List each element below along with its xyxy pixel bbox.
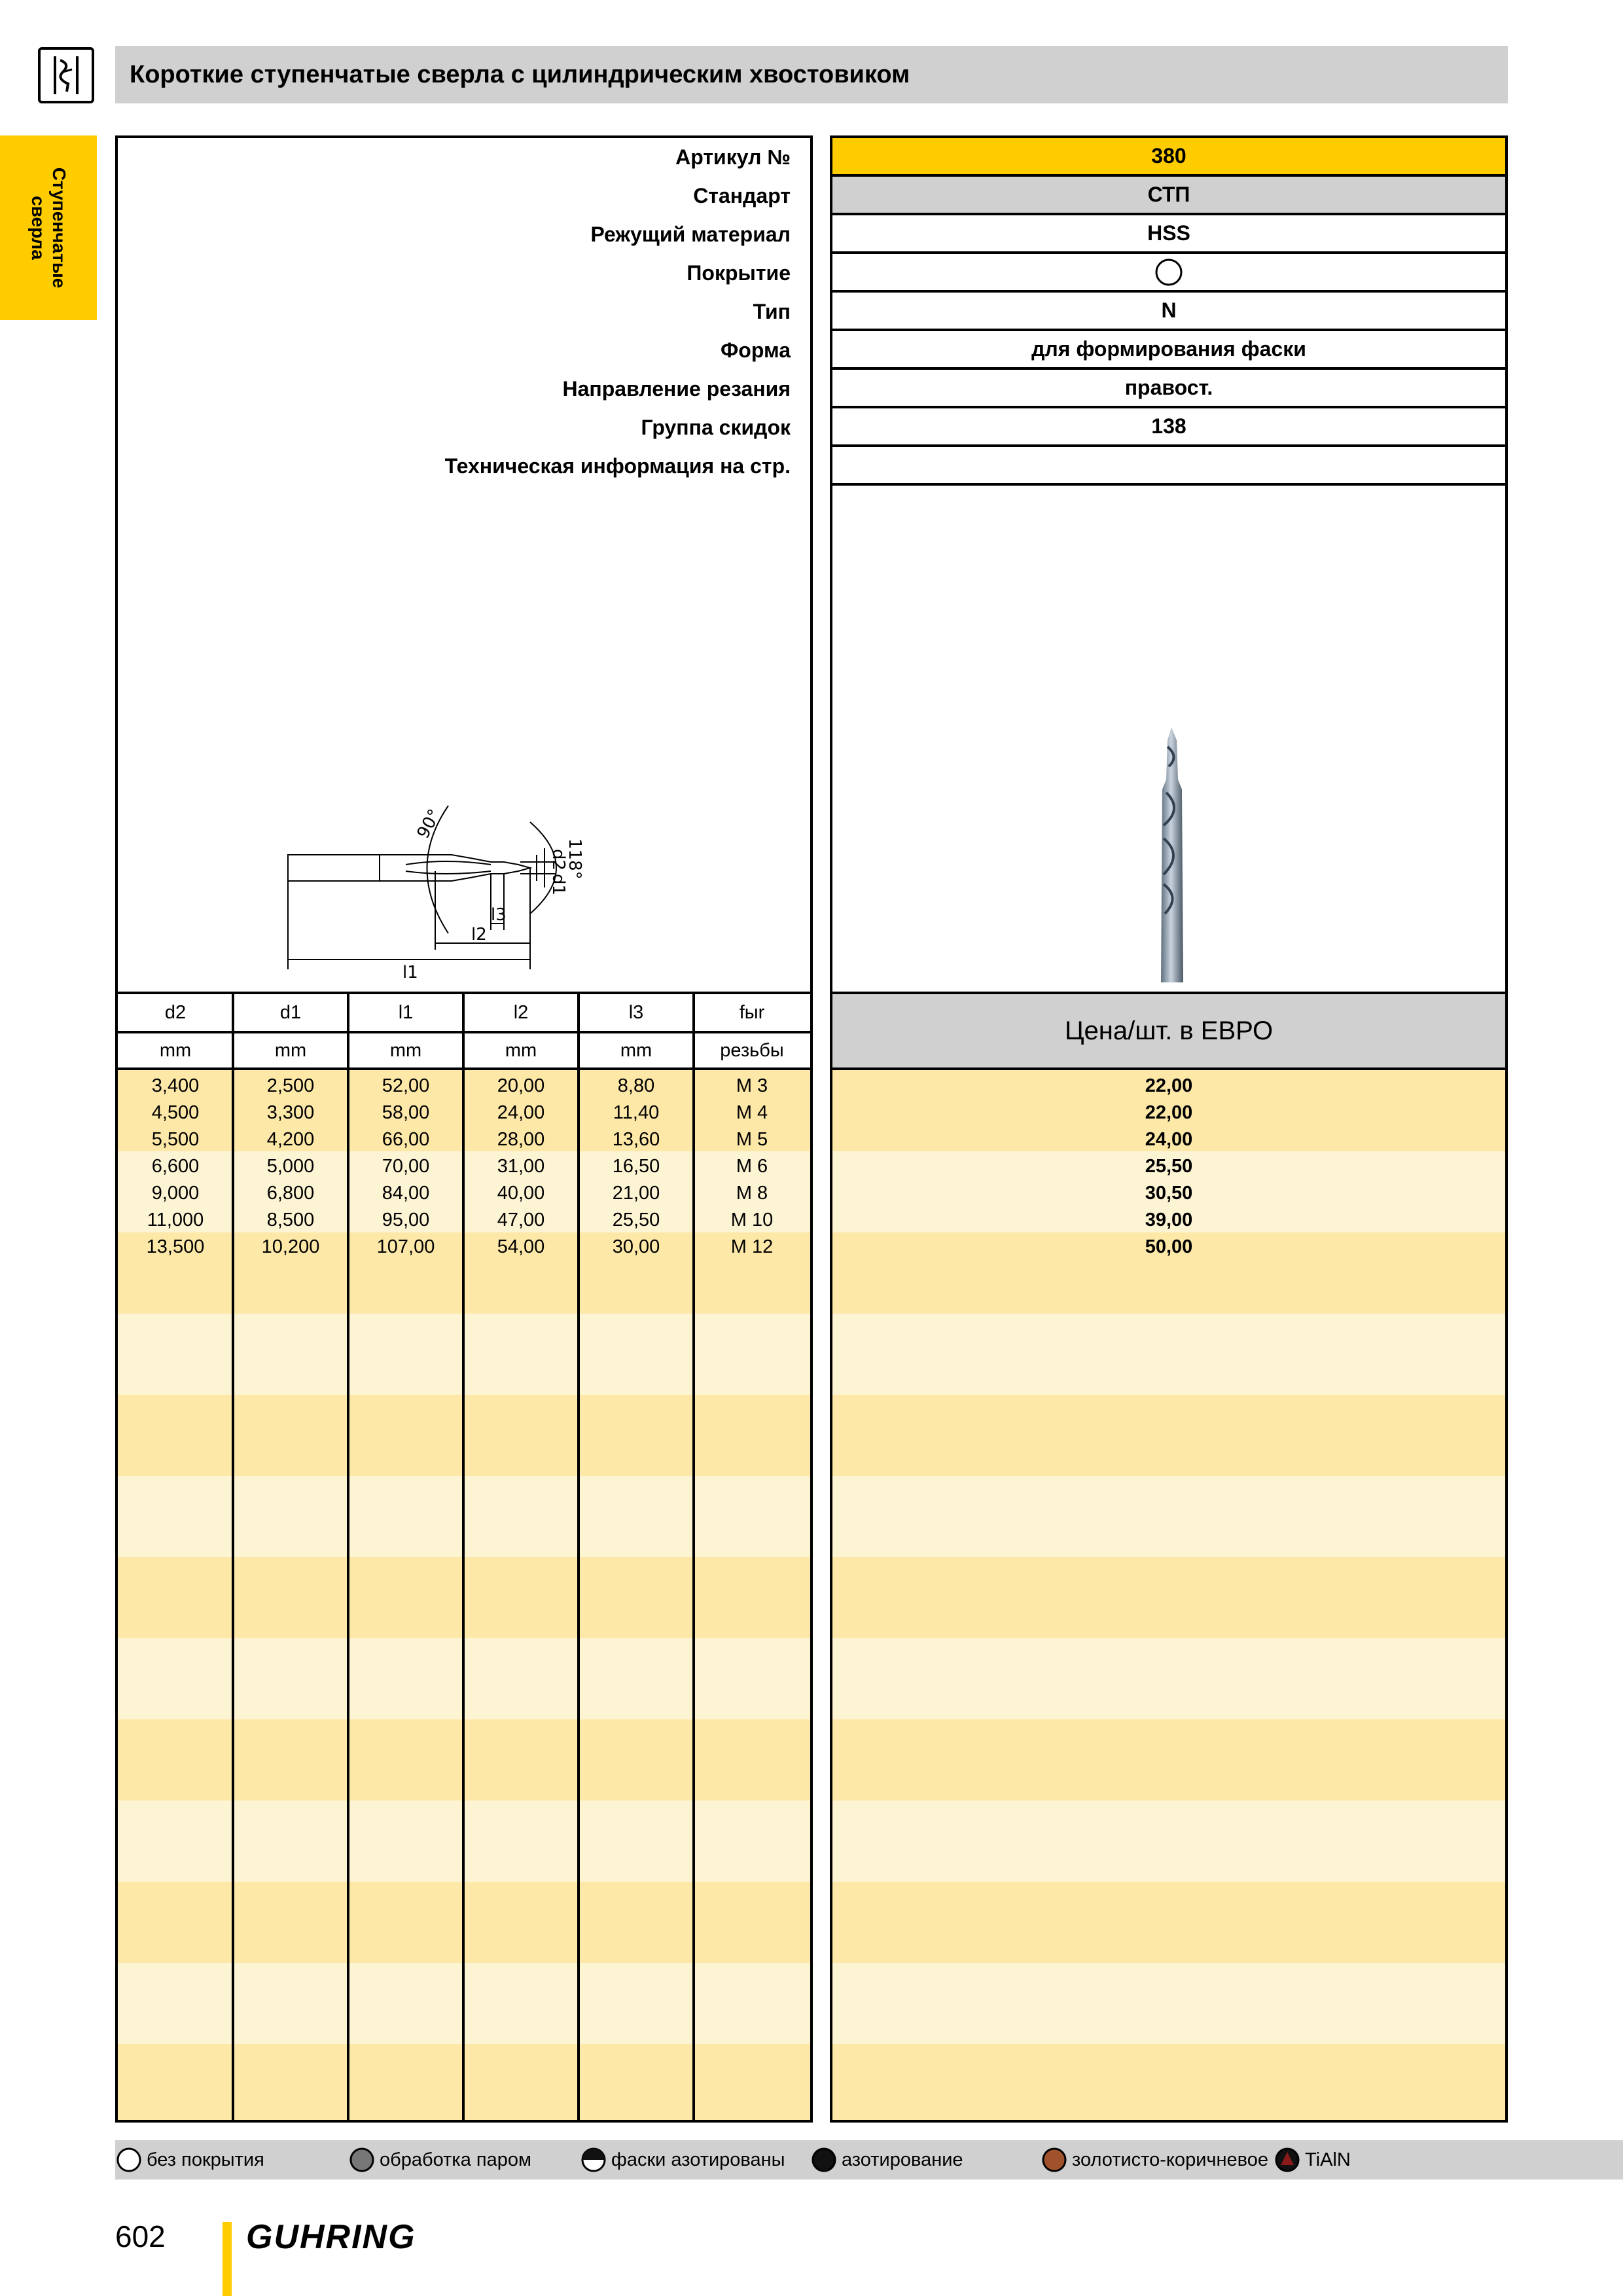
- cell-d1: 5,000: [266, 1156, 315, 1177]
- cell-l3: 13,60: [612, 1129, 660, 1150]
- cell-l1: 107,00: [376, 1236, 435, 1257]
- price-header: Цена/шт. в ЕВРО: [832, 992, 1505, 1070]
- cell-thread: M 4: [736, 1102, 768, 1123]
- spec-value-type: N: [832, 293, 1505, 331]
- cell-l3: 21,00: [612, 1183, 660, 1204]
- col-unit-l2: mm: [505, 1040, 537, 1061]
- legend-label: фаски азотированы: [611, 2149, 785, 2170]
- col-header-d1: d1: [279, 1002, 302, 1023]
- step-drill-product-image: [1140, 727, 1205, 989]
- col-unit-d1: mm: [274, 1040, 307, 1061]
- spec-value-coating: [832, 254, 1505, 293]
- legend-item-tialn: [1274, 2140, 1351, 2179]
- drill-dimension-drawing: [275, 793, 798, 989]
- spec-value-material: HSS: [832, 215, 1505, 254]
- legend-item-steam: [348, 2140, 531, 2179]
- spec-label-coating: Покрытие: [687, 261, 791, 285]
- cell-d1: 3,300: [266, 1102, 315, 1123]
- legend-item-gold-brown: [1041, 2140, 1268, 2179]
- column-divider: [692, 992, 695, 2120]
- legend-label: без покрытия: [147, 2149, 264, 2170]
- cell-thread: M 6: [736, 1156, 768, 1177]
- cell-thread: M 12: [730, 1236, 774, 1257]
- col-header-thread: fыr: [739, 1002, 765, 1023]
- table-stripe: [832, 1963, 1505, 2044]
- table-stripe: [832, 1801, 1505, 1882]
- cell-l3: 16,50: [612, 1156, 660, 1177]
- cell-d2: 5,500: [151, 1129, 200, 1150]
- spec-value-direction: правост.: [832, 370, 1505, 408]
- cell-thread: M 10: [730, 1210, 774, 1230]
- col-unit-l3: mm: [620, 1040, 652, 1061]
- table-stripe: [832, 1719, 1505, 1801]
- spec-label-material: Режущий материал: [590, 223, 791, 246]
- legend-label: золотисто-коричневое: [1072, 2149, 1268, 2170]
- spec-label-discount: Группа скидок: [641, 416, 791, 439]
- cell-thread: M 8: [736, 1183, 768, 1204]
- price-cell: 22,00: [1145, 1075, 1193, 1096]
- cell-l2: 28,00: [497, 1129, 545, 1150]
- cell-d2: 11,000: [147, 1210, 204, 1230]
- cell-l3: 30,00: [612, 1236, 660, 1257]
- page-title: Короткие ступенчатые сверла с цилиндрическим хвостовиком: [130, 61, 910, 88]
- cell-l1: 95,00: [382, 1210, 430, 1230]
- spec-value-standard: СТП: [832, 177, 1505, 215]
- drawing-d2: d2: [548, 849, 568, 871]
- cell-d1: 2,500: [266, 1075, 315, 1096]
- cell-l1: 52,00: [382, 1075, 430, 1096]
- steam-treated-icon: [348, 2146, 376, 2174]
- side-tab[interactable]: [0, 135, 97, 320]
- cell-d2: 9,000: [151, 1183, 200, 1204]
- cell-l1: 58,00: [382, 1102, 430, 1123]
- price-cell: 30,50: [1145, 1183, 1193, 1204]
- step-drill-symbol-icon: [41, 50, 92, 101]
- drawing-angle-118: 118°: [565, 838, 584, 880]
- spec-label-direction: Направление резания: [562, 377, 791, 401]
- cell-thread: M 5: [736, 1129, 768, 1150]
- page-number: 602: [115, 2219, 166, 2253]
- column-divider: [462, 992, 465, 2120]
- column-divider: [577, 992, 580, 2120]
- spec-label-techinfo: Техническая информация на стр.: [444, 454, 791, 478]
- legend-item-nitrided-chamfer: [580, 2140, 785, 2179]
- table-stripe: [832, 1557, 1505, 1638]
- price-cell: 22,00: [1145, 1102, 1193, 1123]
- title-bar: [115, 46, 1508, 103]
- drawing-l1: l1: [402, 963, 418, 982]
- footer-accent-bar: [223, 2222, 232, 2296]
- cell-d1: 6,800: [266, 1183, 315, 1204]
- cell-d2: 6,600: [151, 1156, 200, 1177]
- spec-label-form: Форма: [720, 338, 791, 362]
- column-divider: [232, 992, 234, 2120]
- col-header-l1: l1: [398, 1002, 414, 1023]
- column-divider: [347, 992, 349, 2120]
- cell-l2: 54,00: [497, 1236, 545, 1257]
- table-stripe: [832, 1314, 1505, 1395]
- col-header-l2: l2: [513, 1002, 529, 1023]
- cell-d1: 10,200: [261, 1236, 320, 1257]
- col-unit-l1: mm: [389, 1040, 422, 1061]
- drawing-l2: l2: [471, 925, 487, 944]
- tialn-icon: [1274, 2146, 1301, 2174]
- table-stripe: [832, 1638, 1505, 1719]
- spec-label-article: Артикул №: [675, 145, 791, 169]
- table-stripe: [832, 1476, 1505, 1557]
- brand-logo: GUHRING: [246, 2218, 416, 2256]
- cell-l2: 40,00: [497, 1183, 545, 1204]
- cell-l2: 47,00: [497, 1210, 545, 1230]
- legend-label: обработка паром: [380, 2149, 531, 2170]
- uncoated-icon: [115, 2146, 143, 2174]
- cell-l2: 31,00: [497, 1156, 545, 1177]
- drawing-d1: d1: [548, 874, 568, 896]
- table-stripe: [832, 2044, 1505, 2120]
- legend-item-uncoated: [115, 2140, 264, 2179]
- legend-label: TiAlN: [1305, 2149, 1351, 2170]
- cell-l1: 70,00: [382, 1156, 430, 1177]
- step-drill-logo: [38, 47, 94, 103]
- spec-value-form: для формирования фаски: [832, 331, 1505, 370]
- table-stripe: [832, 1395, 1505, 1476]
- spec-value-discount: 138: [832, 408, 1505, 447]
- cell-d1: 8,500: [266, 1210, 315, 1230]
- cell-d1: 4,200: [266, 1129, 315, 1150]
- price-cell: 50,00: [1145, 1236, 1193, 1257]
- col-header-d2: d2: [164, 1002, 187, 1023]
- cell-l1: 84,00: [382, 1183, 430, 1204]
- cell-d2: 3,400: [151, 1075, 200, 1096]
- spec-label-type: Тип: [753, 300, 791, 323]
- gold-brown-icon: [1041, 2146, 1068, 2174]
- price-cell: 24,00: [1145, 1129, 1193, 1150]
- cell-thread: M 3: [736, 1075, 768, 1096]
- nitrided-chamfer-icon: [580, 2146, 607, 2174]
- col-unit-d2: mm: [159, 1040, 192, 1061]
- drawing-l3: l3: [491, 905, 507, 925]
- nitrided-icon: [810, 2146, 838, 2174]
- price-cell: 25,50: [1145, 1156, 1193, 1177]
- cell-l2: 24,00: [497, 1102, 545, 1123]
- cell-l3: 8,80: [617, 1075, 655, 1096]
- spec-label-standard: Стандарт: [693, 184, 791, 207]
- legend-label: азотирование: [842, 2149, 963, 2170]
- table-stripe: [832, 1882, 1505, 1963]
- spec-labels-panel: [115, 135, 813, 2123]
- spec-value-techinfo: [832, 447, 1505, 486]
- uncoated-circle-icon: [1154, 257, 1184, 287]
- spec-value-article: 380: [832, 138, 1505, 177]
- col-header-l3: l3: [628, 1002, 644, 1023]
- col-unit-thread: резьбы: [720, 1040, 784, 1061]
- coating-legend: [115, 2140, 1623, 2179]
- cell-l3: 11,40: [613, 1102, 660, 1123]
- cell-l2: 20,00: [497, 1075, 545, 1096]
- side-tab-label: Ступенчатые сверла: [28, 167, 69, 289]
- cell-d2: 13,500: [146, 1236, 205, 1257]
- price-cell: 39,00: [1145, 1210, 1193, 1230]
- legend-item-nitrided: [810, 2140, 963, 2179]
- cell-l3: 25,50: [612, 1210, 660, 1230]
- drawing-angle-90: 90°: [413, 806, 445, 842]
- cell-l1: 66,00: [382, 1129, 430, 1150]
- cell-d2: 4,500: [151, 1102, 200, 1123]
- spec-values-panel: [830, 135, 1508, 2123]
